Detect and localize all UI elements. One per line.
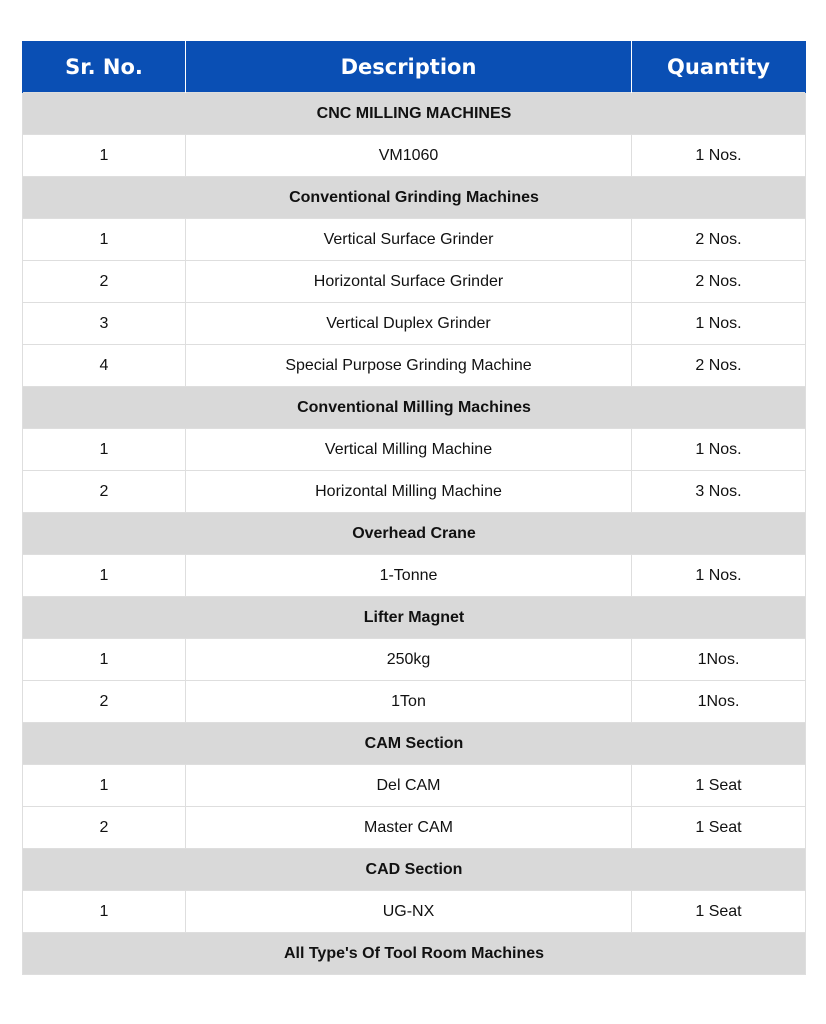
description-cell: Special Purpose Grinding Machine — [186, 345, 632, 387]
section-row — [23, 387, 806, 429]
sr-no-cell: 1 — [23, 429, 186, 471]
description-cell: Horizontal Milling Machine — [186, 471, 632, 513]
sr-no-cell: 2 — [23, 261, 186, 303]
quantity-cell: 2 Nos. — [632, 261, 806, 303]
equipment-table — [22, 41, 806, 975]
sr-no-cell: 1 — [23, 765, 186, 807]
description-cell: 1-Tonne — [186, 555, 632, 597]
table-row — [23, 681, 806, 723]
quantity-cell: 2 Nos. — [632, 345, 806, 387]
table-header — [23, 41, 806, 93]
description-cell: 250kg — [186, 639, 632, 681]
section-title: CNC MILLING MACHINES — [23, 93, 806, 135]
header-quantity: Quantity — [632, 41, 806, 93]
quantity-cell: 1 Nos. — [632, 429, 806, 471]
sr-no-cell: 2 — [23, 681, 186, 723]
sr-no-cell: 1 — [23, 555, 186, 597]
footer-row — [23, 933, 806, 975]
sr-no-cell: 1 — [23, 219, 186, 261]
quantity-cell: 1Nos. — [632, 639, 806, 681]
description-cell: Master CAM — [186, 807, 632, 849]
description-cell: UG-NX — [186, 891, 632, 933]
section-title: CAM Section — [23, 723, 806, 765]
quantity-cell: 1 Nos. — [632, 303, 806, 345]
sr-no-cell: 3 — [23, 303, 186, 345]
section-row — [23, 93, 806, 135]
table-row — [23, 219, 806, 261]
section-row — [23, 849, 806, 891]
quantity-cell: 1 Seat — [632, 807, 806, 849]
table-body — [23, 93, 806, 975]
description-cell: Vertical Surface Grinder — [186, 219, 632, 261]
table-row — [23, 891, 806, 933]
sr-no-cell: 1 — [23, 135, 186, 177]
section-title: Conventional Grinding Machines — [23, 177, 806, 219]
sr-no-cell: 2 — [23, 807, 186, 849]
table-row — [23, 555, 806, 597]
section-title: Overhead Crane — [23, 513, 806, 555]
sr-no-cell: 1 — [23, 891, 186, 933]
header-sr-no: Sr. No. — [23, 41, 186, 93]
sr-no-cell: 1 — [23, 639, 186, 681]
table-row — [23, 765, 806, 807]
section-title: Lifter Magnet — [23, 597, 806, 639]
table-row — [23, 345, 806, 387]
description-cell: Vertical Duplex Grinder — [186, 303, 632, 345]
sr-no-cell: 2 — [23, 471, 186, 513]
sr-no-cell: 4 — [23, 345, 186, 387]
description-cell: VM1060 — [186, 135, 632, 177]
header-description: Description — [186, 41, 632, 93]
header-row — [23, 41, 806, 93]
table-row — [23, 429, 806, 471]
section-row — [23, 597, 806, 639]
table-row — [23, 303, 806, 345]
description-cell: Horizontal Surface Grinder — [186, 261, 632, 303]
section-row — [23, 513, 806, 555]
quantity-cell: 1 Seat — [632, 765, 806, 807]
quantity-cell: 1 Nos. — [632, 555, 806, 597]
table-row — [23, 261, 806, 303]
table-row — [23, 807, 806, 849]
footer-title: All Type's Of Tool Room Machines — [23, 933, 806, 975]
section-row — [23, 723, 806, 765]
section-title: CAD Section — [23, 849, 806, 891]
quantity-cell: 1Nos. — [632, 681, 806, 723]
section-title: Conventional Milling Machines — [23, 387, 806, 429]
description-cell: Vertical Milling Machine — [186, 429, 632, 471]
table-row — [23, 471, 806, 513]
description-cell: 1Ton — [186, 681, 632, 723]
table-row — [23, 135, 806, 177]
quantity-cell: 3 Nos. — [632, 471, 806, 513]
section-row — [23, 177, 806, 219]
description-cell: Del CAM — [186, 765, 632, 807]
quantity-cell: 2 Nos. — [632, 219, 806, 261]
quantity-cell: 1 Nos. — [632, 135, 806, 177]
table-row — [23, 639, 806, 681]
quantity-cell: 1 Seat — [632, 891, 806, 933]
